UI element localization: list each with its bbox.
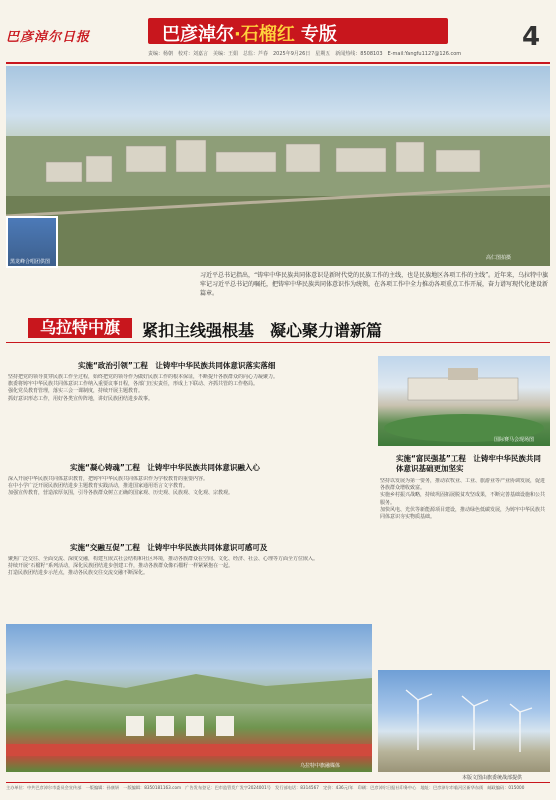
section-1-paragraph: 旗委将铸牢中华民族共同体意识工作纳入重要议事日程，各部门压实责任，形成上下联动、齐抓共管的工作格局。: [8, 381, 259, 388]
footer-imprint: 主办单位：中共巴彦淖尔市委员会宣传部 一版编辑：孙康妍 一版编辑：8350181163.com 广告发布登记：巴市监管发广发字2024001号 发行部电话：8314567 定价：436元/年 印刷：巴彦淖尔日报社印务中心 地址：巴彦淖尔市临河区新华东街 邮政编码：015000: [6, 785, 525, 790]
top-photo: [6, 66, 550, 266]
section-2-paragraph: 深入开展中华民族共同体意识教育，把铸牢中华民族共同体意识作为学校教育的重要内容。: [8, 476, 209, 482]
flower-park-photo: [6, 624, 372, 772]
page-credit: 本版文图由旗委统战部提供: [462, 775, 523, 781]
inset-photo-credit: 黑龙峰合唱团供图: [10, 259, 51, 265]
flower-park-photo-credit: 乌拉特中旗融媒体: [300, 763, 341, 769]
horse-race-photo-credit: 国际赛马会现场图: [494, 437, 535, 443]
top-photo-credit: 高仁图拍摄: [486, 255, 512, 261]
section-4-paragraph: 坚持以发展为第一要务，推动农牧业、工业、旅游业等产业协调发展，促进各族群众增收致富。: [380, 478, 546, 492]
section-title-suffix: 专版: [300, 24, 337, 45]
wind-turbine-illustration: [378, 670, 550, 772]
section-1-body: [8, 374, 370, 454]
section-2-title: 实施“凝心铸魂”工程 让铸牢中华民族共同体意识融入心: [70, 463, 260, 472]
section-1-paragraph: 抓好意识形态工作，用好各类宣传阵地，讲好民族团结进步故事。: [8, 395, 154, 402]
newspaper-logo: 巴彦淖尔日报: [6, 30, 91, 45]
masthead-rule: [6, 62, 550, 64]
section-1-title: 实施“政治引领”工程 让铸牢中华民族共同体意识落实落细: [78, 361, 276, 370]
stadium-illustration: [378, 356, 550, 446]
masthead-meta: 责编：杨朝 校对：刘嘉言 美编：王娟 总监：芦春 2025年9月26日 星期五 新闻热线：8508103 E-mail:Yangfu1127@126.com: [148, 51, 462, 57]
wind-turbine-photo: [378, 670, 550, 772]
section-4-body: [380, 478, 548, 664]
section-4-paragraph: 加快风电、光伏等新能源项目建设，推动绿色低碳发展，为铸牢中华民族共同体意识夯实物质基础。: [380, 506, 546, 521]
section-title-part2: ·石榴红: [234, 24, 295, 45]
headline-rule: [6, 342, 550, 343]
section-1-paragraph: 强化党员教育管理，落实三会一课制度，持续开展主题教育。: [8, 388, 144, 395]
section-2-paragraph: 加强宣传教育，营造浓厚氛围，引导各族群众树立正确的国家观、历史观、民族观、文化观、宗教观。: [8, 490, 234, 497]
intro-paragraph: 习近平总书记指出，“铸牢中华民族共同体意识是新时代党的民族工作的主线，也是民族地区各项工作的主线”。近年来，乌拉特中旗牢记习近平总书记的嘱托，把铸牢中华民族共同体意识作为统领，在各项工作中全力推动各项重点工作开展，奋力谱写现代化建设新篇章。: [200, 272, 549, 297]
section-1-paragraph: 坚持把党的领导贯穿民族工作全过程，始终把党的领导作为做好民族工作的根本保证，不断提升各族群众的向心力凝聚力。: [8, 374, 279, 380]
headline-tag: 乌拉特中旗: [28, 318, 132, 338]
horse-race-photo: [378, 356, 550, 446]
section-title-part1: 巴彦淖尔: [162, 24, 234, 45]
main-headline: 紧扣主线强根基 凝心聚力谱新篇: [142, 321, 383, 340]
footer-rule: [6, 782, 550, 783]
section-3-paragraph: 打造民族团结进步示范点，推动各民族交往交流交融不断深化。: [8, 570, 149, 577]
section-3-paragraph: 持续开展“石榴籽”系列活动，深化民族团结进步创建工作，推动各族群众像石榴籽一样紧紧抱在一起。: [8, 563, 234, 570]
section-4-title: 实施“富民强基”工程 让铸牢中华民族共同体意识基础更加坚实: [396, 454, 541, 473]
section-3-title: 实施“交融互促”工程 让铸牢中华民族共同体意识可感可及: [70, 543, 268, 552]
section-3-body: [8, 556, 370, 620]
section-2-body: [8, 476, 370, 536]
page-number: 4: [522, 22, 541, 52]
section-4-paragraph: 实施乡村振兴战略，持续巩固拓展脱贫攻坚成果，不断完善基础设施和公共服务。: [380, 492, 546, 506]
city-aerial-illustration: [6, 66, 550, 266]
park-illustration: [6, 624, 372, 772]
section-2-paragraph: 在中小学广泛开展民族团结进步主题教育实践活动，推进国家通用语言文字教育。: [8, 483, 189, 490]
section-3-paragraph: 聚焦广泛交往、全面交流、深度交融，构建互嵌式社会结构和社区环境，推动各族群众在空间、文化、经济、社会、心理等方面全方位嵌入。: [8, 556, 319, 562]
section-title: [162, 20, 337, 46]
masthead: [0, 0, 556, 70]
